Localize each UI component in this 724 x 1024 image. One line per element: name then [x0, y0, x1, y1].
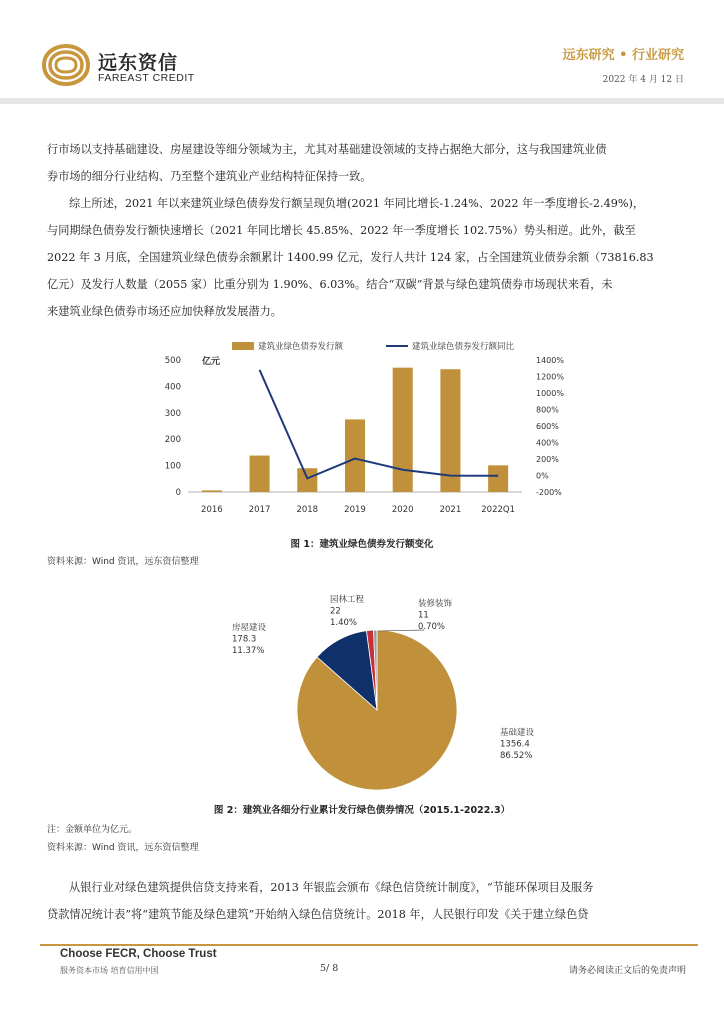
brand-name-en: FAREAST CREDIT — [98, 72, 195, 84]
y2-tick-label: 1000% — [536, 389, 564, 398]
text-line: 贷款情况统计表”将“建筑节能及绿色建筑”开始纳入绿色信贷统计。2018 年，人民银行印发《关于建立绿色贷 — [47, 908, 589, 921]
bar — [488, 465, 508, 492]
y2-tick-label: 600% — [536, 422, 559, 431]
x-tick-label: 2021 — [439, 505, 462, 515]
brand-name: 远东资信 — [98, 52, 179, 74]
header-divider — [0, 98, 724, 104]
text-line: 综上所述，2021 年以来建筑业绿色债券发行额呈现负增(2021 年同比增长-1.24%、2022 年一季度增长-2.49%)， — [69, 197, 645, 210]
report-date: 2022 年 4 月 12 日 — [602, 75, 684, 85]
text-line: 与同期绿色债券发行额快速增长（2021 年同比增长 45.85%、2022 年一季度增长 102.75%）势头相逆。此外，截至 — [47, 224, 636, 237]
footer-divider — [40, 944, 698, 946]
footer-subslogan: 服务资本市场 培育信用中国 — [60, 966, 159, 975]
pie-label: 1.40% — [330, 618, 358, 628]
pie-label: 基础建设 — [500, 728, 535, 738]
footer-slogan: Choose FECR, Choose Trust — [60, 948, 217, 960]
pie-label: 1356.4 — [500, 739, 530, 750]
figure-2-source: 资料来源：Wind 资讯，远东资信整理 — [47, 843, 199, 853]
pie-label: 11.37% — [232, 646, 265, 656]
text-line: 来建筑业绿色债券市场还应加快释放发展潜力。 — [47, 305, 282, 318]
x-tick-label: 2019 — [344, 505, 366, 515]
y2-tick-label: 1200% — [536, 372, 564, 382]
bond-issuance-chart — [150, 338, 590, 523]
paragraph-1 — [47, 136, 681, 190]
footer-disclaimer: 请务必阅读正文后的免责声明 — [568, 966, 686, 976]
text-line: 券市场的细分行业结构、乃至整个建筑业产业结构特征保持一致。 — [47, 170, 372, 183]
figure-1-caption: 图 1：建筑业绿色债券发行额变化 — [290, 539, 434, 550]
pie-label: 22 — [330, 606, 341, 617]
y-tick-label: 0 — [175, 488, 181, 498]
pie-label: 装修装饰 — [418, 599, 453, 609]
x-tick-label: 2018 — [296, 505, 319, 515]
y-tick-label: 100 — [164, 461, 181, 472]
text-line: 行市场以支持基础建设、房屋建设等细分领域为主，尤其对基础建设领域的支持占据绝大部分，这与我国建筑业债 — [47, 143, 607, 156]
y2-tick-label: 400% — [536, 438, 559, 448]
fareast-logo-icon — [42, 44, 90, 86]
bar — [345, 419, 365, 492]
y-tick-label: 500 — [164, 356, 181, 366]
legend-bar-label: 建筑业绿色债券发行额 — [258, 342, 344, 352]
text-line: 2022 年 3 月底，全国建筑业绿色债券余额累计 1400.99 亿元，发行人共计 124 家，占全国建筑业债券余额（73816.83 — [47, 251, 654, 264]
bar — [202, 490, 222, 492]
x-tick-label: 2016 — [201, 505, 223, 515]
legend-bar-swatch — [232, 342, 254, 350]
pie-label: 178.3 — [232, 634, 257, 645]
paragraph-3 — [47, 874, 681, 928]
y2-tick-label: 1400% — [536, 356, 564, 365]
pie-label: 86.52% — [500, 751, 533, 761]
pie-label: 11 — [418, 610, 429, 621]
pie-label: 房屋建设 — [232, 623, 267, 633]
legend-line-label: 建筑业绿色债券发行额同比 — [412, 342, 515, 352]
bar — [440, 369, 460, 492]
y2-tick-label: 200% — [536, 455, 559, 464]
figure-2-note: 注：金额单位为亿元。 — [47, 825, 138, 835]
figure-2-caption: 图 2：建筑业各细分行业累计发行绿色债券情况（2015.1-2022.3） — [213, 805, 511, 816]
pie-label: 园林工程 — [330, 595, 365, 605]
bar — [250, 456, 270, 492]
bar — [297, 468, 317, 492]
yoy-line — [260, 370, 499, 478]
y-tick-label: 200 — [164, 435, 181, 446]
y2-tick-label: -200% — [536, 488, 562, 497]
industry-share-pie-chart — [220, 590, 560, 800]
x-tick-label: 2020 — [391, 505, 414, 515]
y2-tick-label: 800% — [536, 405, 559, 415]
y-axis-unit: 亿元 — [202, 357, 221, 367]
x-tick-label: 2017 — [248, 505, 271, 515]
figure-1-source: 资料来源：Wind 资讯，远东资信整理 — [47, 557, 199, 567]
bar — [393, 368, 413, 492]
page-number: 5/ 8 — [320, 963, 339, 974]
paragraph-2 — [47, 190, 681, 325]
y-tick-label: 400 — [164, 382, 181, 393]
y2-tick-label: 0% — [536, 471, 549, 481]
page-header — [0, 0, 724, 104]
report-type: 远东研究 • 行业研究 — [562, 48, 684, 63]
y-tick-label: 300 — [164, 408, 181, 419]
text-line: 从银行业对绿色建筑提供信贷支持来看，2013 年银监会颁布《绿色信贷统计制度》，“节能环保项目及服务 — [69, 881, 594, 894]
pie-label: 0.70% — [418, 622, 446, 632]
text-line: 亿元）及发行人数量（2055 家）比重分别为 1.90%、6.03%。结合“双碳”背景与绿色建筑债券市场现状来看，未 — [47, 278, 613, 291]
x-tick-label: 2022Q1 — [481, 505, 516, 515]
